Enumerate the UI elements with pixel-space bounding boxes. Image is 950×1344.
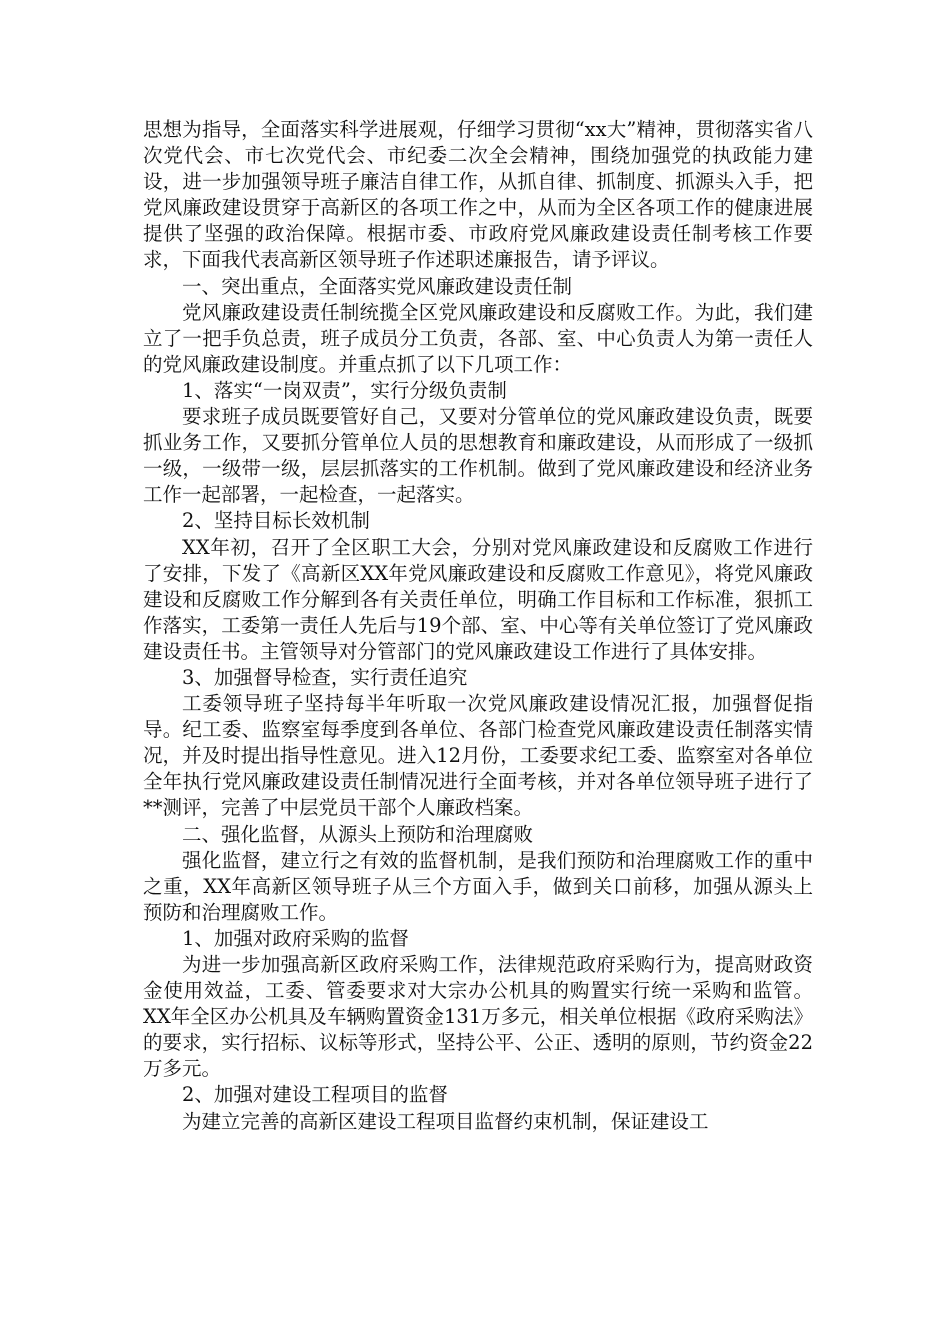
paragraph: 思想为指导，全面落实科学进展观，仔细学习贯彻“xx大”精神，贯彻落实省八次党代会、市七次党代会、市纪委二次全会精神，围绕加强党的执政能力建设，进一步加强领导班子廉洁自律工作，从抓自律、抓制度、抓源头入手，把党风廉政建设贯穿于高新区的各项工作之中，从而为全区各项工作的健康进展提供了坚强的政治保障。根据市委、市政府党风廉政建设责任制考核工作要求，下面我代表高新区领导班子作述职述廉报告，请予评议。 <box>143 118 813 272</box>
paragraph: 为建立完善的高新区建设工程项目监督约束机制，保证建设工 <box>182 1109 709 1133</box>
document-body <box>143 117 813 1135</box>
paragraph: 2、坚持目标长效机制 <box>182 509 370 533</box>
paragraph: 1、加强对政府采购的监督 <box>182 926 409 950</box>
paragraph: 要求班子成员既要管好自己，又要对分管单位的党风廉政建设负责，既要抓业务工作，又要抓分管单位人员的思想教育和廉政建设，从而形成了一级抓一级，一级带一级，层层抓落实的工作机制。做到了党风廉政建设和经济业务工作一起部署，一起检查，一起落实。 <box>143 405 813 507</box>
paragraph: 一、突出重点，全面落实党风廉政建设责任制 <box>182 274 573 298</box>
paragraph: 工委领导班子坚持每半年听取一次党风廉政建设情况汇报，加强督促指导。纪工委、监察室每季度到各单位、各部门检查党风廉政建设责任制落实情况，并及时提出指导性意见。进入12月份，工委要求纪工委、监察室对各单位全年执行党风廉政建设责任制情况进行全面考核，并对各单位领导班子进行了**测评，完善了中层党员干部个人廉政档案。 <box>143 692 813 820</box>
paragraph: 为进一步加强高新区政府采购工作，法律规范政府采购行为，提高财政资金使用效益，工委、管委要求对大宗办公机具的购置实行统一采购和监管。XX年全区办公机具及车辆购置资金131万多元，相关单位根据《政府采购法》的要求，实行招标、议标等形式，坚持公平、公正、透明的原则，节约资金22万多元。 <box>143 953 813 1081</box>
paragraph: 强化监督，建立行之有效的监督机制，是我们预防和治理腐败工作的重中之重，XX年高新区领导班子从三个方面入手，做到关口前移，加强从源头上预防和治理腐败工作。 <box>143 848 813 924</box>
paragraph: 1、落实“一岗双责”，实行分级负责制 <box>182 378 507 402</box>
paragraph: 党风廉政建设责任制统揽全区党风廉政建设和反腐败工作。为此，我们建立了一把手负总责，班子成员分工负责，各部、室、中心负责人为第一责任人的党风廉政建设制度。并重点抓了以下几项工作： <box>143 300 813 376</box>
paragraph: 3、加强督导检查，实行责任追究 <box>182 665 468 689</box>
paragraph: 二、强化监督，从源头上预防和治理腐败 <box>182 822 534 846</box>
paragraph: XX年初，召开了全区职工大会，分别对党风廉政建设和反腐败工作进行了安排，下发了《高新区XX年党风廉政建设和反腐败工作意见》，将党风廉政建设和反腐败工作分解到各有关责任单位，明确工作目标和工作标准，狠抓工作落实，工委第一责任人先后与19个部、室、中心等有关单位签订了党风廉政建设责任书。主管领导对分管部门的党风廉政建设工作进行了具体安排。 <box>143 535 813 663</box>
paragraph: 2、加强对建设工程项目的监督 <box>182 1083 448 1107</box>
